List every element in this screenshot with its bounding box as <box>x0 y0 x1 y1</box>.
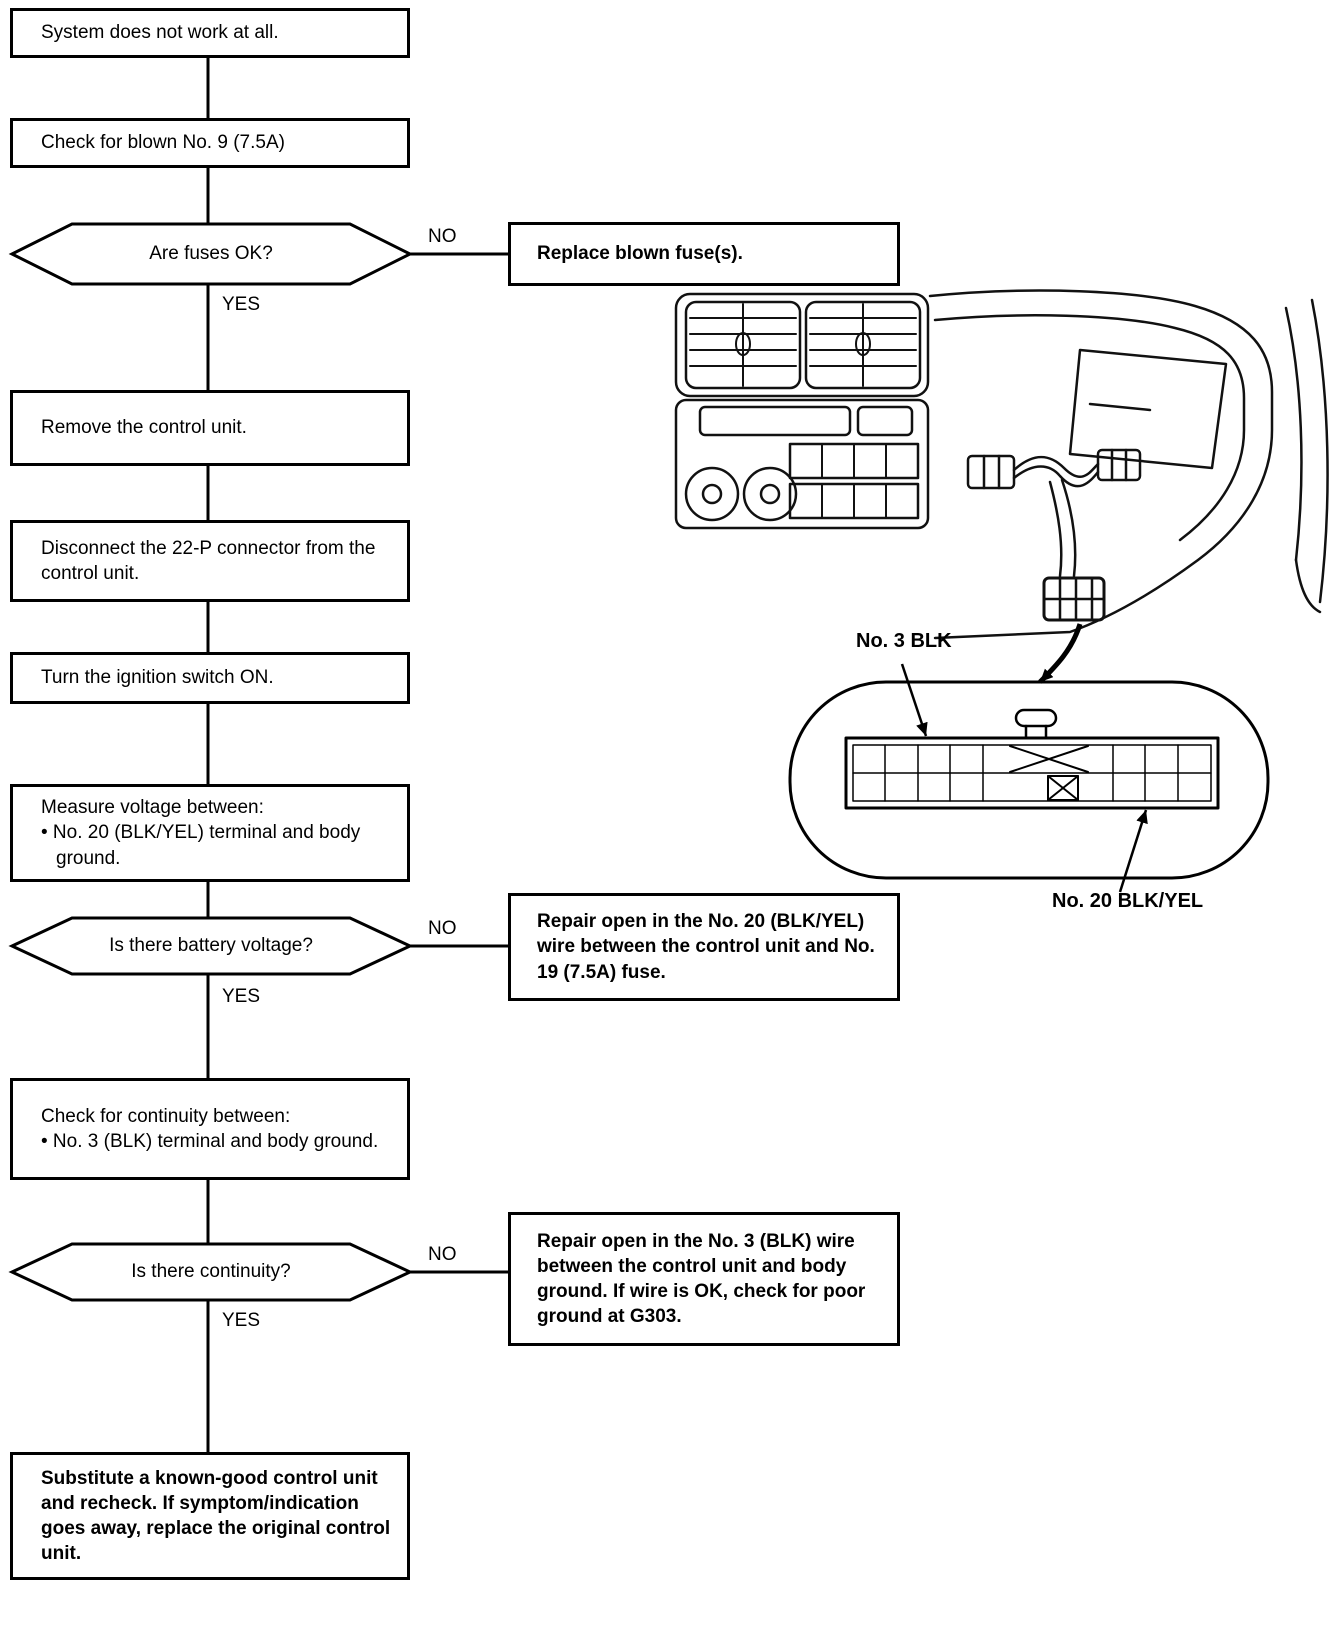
step-bullet: • No. 20 (BLK/YEL) terminal and body ground. <box>41 822 361 869</box>
step-title: Measure voltage between: <box>41 797 264 819</box>
action-text: Replace blown fuse(s). <box>537 243 743 265</box>
action-replace-fuse <box>508 222 900 286</box>
decision-text: Is there battery voltage? <box>109 935 313 956</box>
step-check-continuity <box>10 1078 410 1180</box>
action-repair-no20-wire <box>508 893 900 1001</box>
connector-diagram <box>790 682 1268 878</box>
dashboard-illustration <box>676 291 1328 638</box>
step-check-fuse <box>10 118 410 168</box>
action-text: Repair open in the No. 20 (BLK/YEL) wire between the control unit and No. 19 (7.5A) fuse. <box>537 911 875 983</box>
branch-label-yes: YES <box>222 1310 261 1331</box>
step-disconnect-connector <box>10 520 410 602</box>
step-text: Disconnect the 22-P connector from the control unit. <box>41 537 376 584</box>
step-text: Check for blown No. 9 (7.5A) <box>41 132 285 154</box>
step-bullet: • No. 3 (BLK) terminal and body ground. <box>41 1131 379 1152</box>
branch-label-yes: YES <box>222 986 261 1007</box>
no3-terminal-label: No. 3 BLK <box>856 630 952 652</box>
branch-label-no: NO <box>428 226 457 247</box>
action-repair-no3-wire <box>508 1212 900 1346</box>
decision-continuity <box>12 1244 410 1300</box>
step-title: Check for continuity between: <box>41 1105 291 1127</box>
step-text: System does not work at all. <box>41 22 279 44</box>
step-measure-voltage <box>10 784 410 882</box>
branch-label-no: NO <box>428 1244 457 1265</box>
decision-fuses-ok <box>12 224 410 284</box>
decision-text: Are fuses OK? <box>149 243 273 264</box>
decision-text: Is there continuity? <box>131 1261 291 1282</box>
step-remove-control-unit <box>10 390 410 466</box>
step-ignition-on <box>10 652 410 704</box>
branch-label-no: NO <box>428 918 457 939</box>
no20-terminal-label: No. 20 BLK/YEL <box>1052 890 1204 912</box>
step-text: Substitute a known-good control unit and recheck. If symptom/indication goes away, replace the original control unit. <box>41 1467 391 1565</box>
action-text: Repair open in the No. 3 (BLK) wire between the control unit and body ground. If wire is OK, check for poor ground at G303. <box>537 1230 866 1328</box>
step-system-not-working <box>10 8 410 58</box>
decision-battery-voltage <box>12 918 410 974</box>
step-substitute-control-unit <box>10 1452 410 1580</box>
no20-terminal-arrow <box>1120 810 1146 892</box>
no3-terminal-arrow <box>902 664 926 736</box>
branch-label-yes: YES <box>222 294 261 315</box>
step-text: Turn the ignition switch ON. <box>41 667 274 689</box>
step-text: Remove the control unit. <box>41 417 247 439</box>
